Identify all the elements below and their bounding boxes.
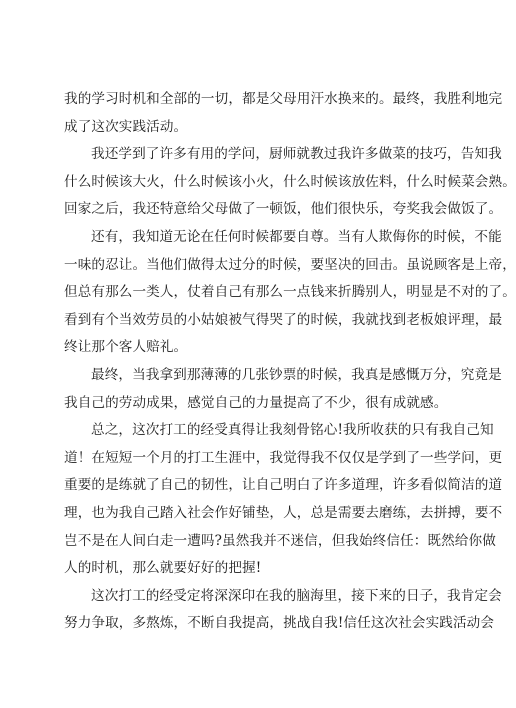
text-line: 努力争取，多熬炼，不断自我提高，挑战自我!信任这次社会实践活动会 — [64, 615, 495, 632]
text-line: 成了这次实践活动。 — [64, 118, 188, 135]
text-line: 一味的忍让。当他们做得太过分的时候，要坚决的回击。虽说顾客是上帝， — [64, 256, 516, 273]
text-line: 我自己的劳动成果，感觉自己的力量提高了不少，很有成就感。 — [64, 394, 448, 411]
text-line: 理，也为我自己踏入社会作好铺垫，人，总是需要去磨练，去拼搏，要不 — [64, 504, 503, 521]
text-line: 看到有个当效劳员的小姑娘被气得哭了的时候，我就找到老板娘评理，最 — [64, 311, 503, 328]
text-line: 道！在短短一个月的打工生涯中，我觉得我不仅仅是学到了一些学问，更 — [64, 449, 503, 466]
text-line: 什么时候该大火，什么时候该小火，什么时候该放佐料，什么时候菜会熟。 — [64, 173, 516, 190]
text-line: 终让那个客人赔礼。 — [64, 339, 188, 356]
text-line: 还有，我知道无论在任何时候都要自尊。当有人欺侮你的时候，不能 — [91, 228, 502, 245]
text-line: 人的时机，那么就要好好的把握! — [64, 560, 262, 577]
text-line: 我的学习时机和全部的一切，都是父母用汗水换来的。最终，我胜利地完 — [64, 91, 503, 107]
text-line: 我还学到了许多有用的学问，厨师就教过我许多做菜的技巧，告知我 — [91, 146, 502, 163]
text-line: 但总有那么一类人，仗着自己有那么一点钱来折腾别人，明显是不对的了。 — [64, 284, 516, 301]
text-line: 重要的是练就了自己的韧性，让自己明白了许多道理，许多看似简洁的道 — [64, 477, 503, 494]
text-line: 最终，当我拿到那薄薄的几张钞票的时候，我真是感慨万分，究竟是 — [91, 366, 502, 383]
document-page — [64, 86, 516, 638]
text-line: 岂不是在人间白走一遭吗?虽然我并不迷信，但我始终信任：既然给你做 — [64, 532, 496, 549]
text-line: 总之，这次打工的经受真得让我刻骨铭心!我所收获的只有我自己知 — [91, 422, 494, 439]
text-line: 回家之后，我还特意给父母做了一顿饭，他们很快乐，夸奖我会做饭了。 — [64, 201, 503, 218]
text-line: 这次打工的经受定将深深印在我的脑海里，接下来的日子，我肯定会 — [91, 587, 502, 604]
